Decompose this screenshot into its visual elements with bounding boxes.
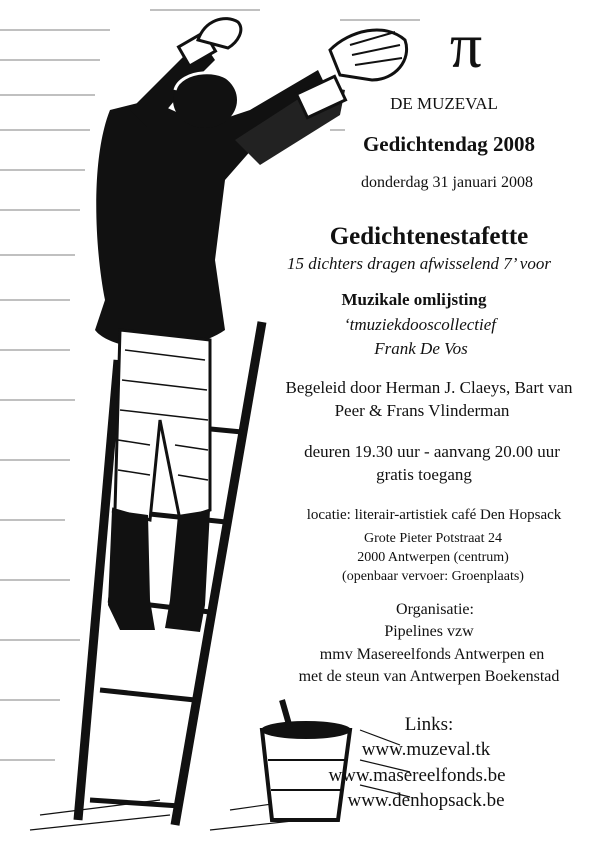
- location-transport: (openbaar vervoer: Groenplaats): [342, 569, 524, 584]
- accompaniment-line: Peer & Frans Vlinderman: [334, 401, 510, 420]
- event-date: donderdag 31 januari 2008: [361, 174, 533, 191]
- music-line: Frank De Vos: [374, 339, 468, 358]
- organisation-line: mmv Masereelfonds Antwerpen en: [319, 646, 545, 663]
- event-title: Gedichtendag 2008: [362, 132, 536, 156]
- program-title: Gedichtenestafette: [329, 223, 529, 250]
- organisation-line: Pipelines vzw: [384, 623, 474, 640]
- link-denhopsack[interactable]: www.denhopsack.be: [347, 790, 505, 811]
- music-title: Muzikale omlijsting: [341, 290, 487, 309]
- times-line: deuren 19.30 uur - aanvang 20.00 uur: [304, 442, 560, 461]
- location-city: 2000 Antwerpen (centrum): [357, 550, 509, 565]
- pi-logo: π: [449, 10, 483, 81]
- program-subtitle: 15 dichters dragen afwisselend 7’ voor: [287, 254, 551, 273]
- entry-line: gratis toegang: [376, 465, 472, 484]
- organizer-name: DE MUZEVAL: [390, 94, 498, 113]
- organisation-line: met de steun van Antwerpen Boekenstad: [298, 668, 560, 685]
- location-street: Grote Pieter Potstraat 24: [363, 531, 503, 546]
- paste-bucket: [261, 700, 351, 820]
- music-line: ‘tmuziekdooscollectief: [343, 315, 497, 334]
- link-masereelfonds[interactable]: www.masereelfonds.be: [328, 765, 506, 786]
- links-title: Links:: [404, 714, 454, 735]
- organisation-title: Organisatie:: [396, 601, 474, 618]
- location-line: locatie: literair-artistiek café Den Hopsack: [306, 507, 562, 523]
- link-muzeval[interactable]: www.muzeval.tk: [361, 739, 491, 760]
- accompaniment-line: Begeleid door Herman J. Claeys, Bart van: [285, 378, 573, 397]
